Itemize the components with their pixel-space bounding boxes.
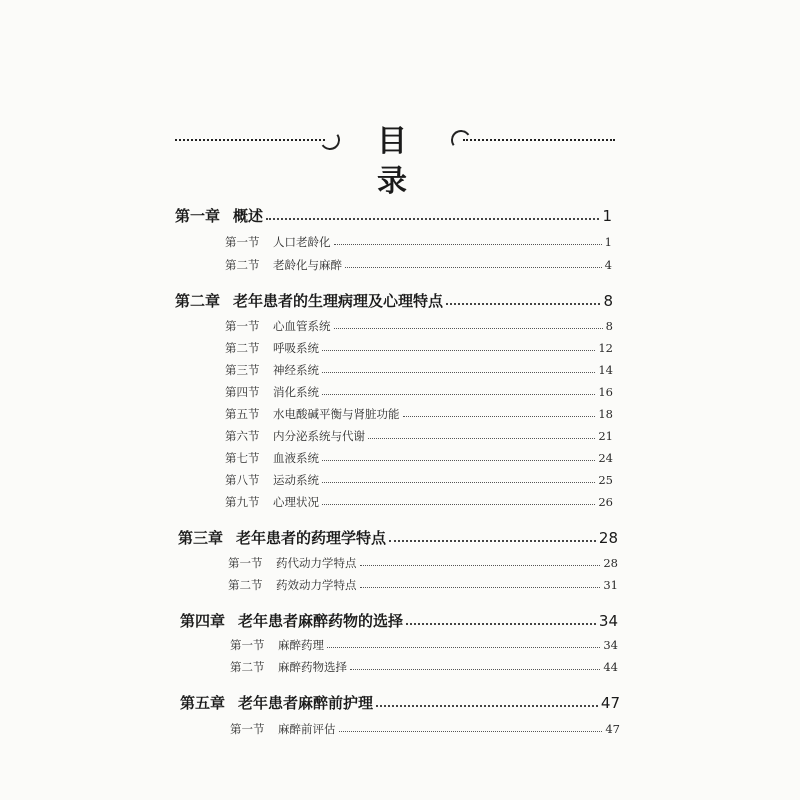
- chapter-entry-leader-dots: [389, 540, 596, 542]
- section-entry-number: 第一节: [225, 319, 260, 333]
- chapter-entry-number: 第二章: [175, 292, 221, 310]
- chapter-entry-title: 概述: [233, 207, 264, 225]
- section-entry[interactable]: [230, 659, 618, 675]
- section-entry[interactable]: [230, 721, 620, 737]
- section-entry-leader-dots: [339, 731, 603, 732]
- chapter-entry[interactable]: [175, 290, 613, 311]
- section-entry-title: 麻醉药理: [278, 638, 324, 652]
- section-entry[interactable]: [225, 428, 613, 444]
- section-entry-leader-dots: [368, 438, 595, 439]
- section-entry[interactable]: [230, 637, 618, 653]
- chapter-entry-number: 第一章: [175, 207, 221, 225]
- section-entry-page-number: 12: [598, 341, 613, 355]
- chapter-entry-number: 第四章: [180, 612, 226, 630]
- section-entry-title: 消化系统: [273, 385, 319, 399]
- section-entry[interactable]: [225, 450, 613, 466]
- section-entry-leader-dots: [360, 587, 601, 588]
- section-entry-title: 心血管系统: [273, 319, 331, 333]
- section-entry-page-number: 8: [605, 319, 613, 333]
- section-entry-title: 神经系统: [273, 363, 319, 377]
- section-entry-number: 第二节: [225, 341, 260, 355]
- section-entry-page-number: 18: [598, 407, 613, 421]
- section-entry-number: 第六节: [225, 429, 260, 443]
- section-entry-page-number: 34: [603, 638, 618, 652]
- section-entry-number: 第二节: [228, 578, 263, 592]
- section-entry-page-number: 14: [598, 363, 613, 377]
- section-entry-leader-dots: [350, 669, 600, 670]
- section-entry-title: 药代动力学特点: [276, 556, 357, 570]
- section-entry-leader-dots: [327, 647, 600, 648]
- section-entry-number: 第二节: [225, 258, 260, 272]
- chapter-entry-page-number: 28: [598, 529, 618, 547]
- chapter-entry-title: 老年患者的生理病理及心理特点: [233, 292, 444, 310]
- section-entry-number: 第一节: [230, 638, 265, 652]
- section-entry-number: 第七节: [225, 451, 260, 465]
- section-entry[interactable]: [228, 577, 618, 593]
- section-entry-title: 心理状况: [273, 495, 319, 509]
- section-entry-title: 血液系统: [273, 451, 319, 465]
- section-entry-page-number: 44: [603, 660, 618, 674]
- chapter-entry-leader-dots: [406, 623, 596, 625]
- chapter-entry-leader-dots: [266, 218, 599, 220]
- section-entry-title: 运动系统: [273, 473, 319, 487]
- section-entry-leader-dots: [322, 504, 595, 505]
- chapter-entry-leader-dots: [376, 705, 598, 707]
- chapter-entry-title: 老年患者麻醉药物的选择: [238, 612, 404, 630]
- section-entry[interactable]: [225, 406, 613, 422]
- section-entry[interactable]: [225, 362, 613, 378]
- section-entry-number: 第一节: [225, 235, 260, 249]
- chapter-entry[interactable]: [180, 610, 618, 631]
- section-entry[interactable]: [225, 234, 612, 250]
- section-entry-leader-dots: [345, 267, 602, 268]
- section-entry-title: 麻醉药物选择: [278, 660, 347, 674]
- section-entry-number: 第九节: [225, 495, 260, 509]
- section-entry-page-number: 24: [598, 451, 613, 465]
- chapter-entry[interactable]: [175, 205, 612, 226]
- section-entry-leader-dots: [322, 372, 595, 373]
- chapter-entry-page-number: 1: [602, 207, 612, 225]
- section-entry-number: 第四节: [225, 385, 260, 399]
- section-entry[interactable]: [225, 494, 613, 510]
- section-entry-title: 药效动力学特点: [276, 578, 357, 592]
- section-entry-leader-dots: [403, 416, 596, 417]
- section-entry-leader-dots: [322, 460, 595, 461]
- section-entry[interactable]: [225, 384, 613, 400]
- section-entry-number: 第一节: [230, 722, 265, 736]
- section-entry-number: 第五节: [225, 407, 260, 421]
- section-entry[interactable]: [225, 257, 612, 273]
- section-entry-number: 第二节: [230, 660, 265, 674]
- chapter-entry-title: 老年患者麻醉前护理: [238, 694, 374, 712]
- chapter-entry-number: 第三章: [178, 529, 224, 547]
- section-entry[interactable]: [225, 318, 613, 334]
- chapter-entry-page-number: 47: [600, 694, 620, 712]
- section-entry-page-number: 25: [598, 473, 613, 487]
- section-entry-leader-dots: [322, 482, 595, 483]
- section-entry-leader-dots: [334, 328, 603, 329]
- section-entry-title: 麻醉前评估: [278, 722, 336, 736]
- section-entry-page-number: 1: [604, 235, 612, 249]
- section-entry-page-number: 26: [598, 495, 613, 509]
- chapter-entry[interactable]: [180, 692, 620, 713]
- section-entry-leader-dots: [322, 394, 595, 395]
- section-entry-title: 人口老龄化: [273, 235, 331, 249]
- chapter-entry-page-number: 34: [598, 612, 618, 630]
- section-entry-title: 内分泌系统与代谢: [273, 429, 365, 443]
- section-entry-leader-dots: [360, 565, 601, 566]
- section-entry-leader-dots: [334, 244, 602, 245]
- section-entry-title: 老龄化与麻醉: [273, 258, 342, 272]
- section-entry-page-number: 21: [598, 429, 613, 443]
- section-entry-page-number: 31: [603, 578, 618, 592]
- section-entry-page-number: 16: [598, 385, 613, 399]
- section-entry-number: 第一节: [228, 556, 263, 570]
- section-entry[interactable]: [228, 555, 618, 571]
- toc-title: 目 录: [377, 124, 431, 199]
- chapter-entry-number: 第五章: [180, 694, 226, 712]
- section-entry[interactable]: [225, 340, 613, 356]
- section-entry-number: 第三节: [225, 363, 260, 377]
- section-entry-page-number: 4: [604, 258, 612, 272]
- chapter-entry-page-number: 8: [603, 292, 613, 310]
- section-entry-page-number: 28: [603, 556, 618, 570]
- section-entry[interactable]: [225, 472, 613, 488]
- section-entry-title: 水电酸碱平衡与肾脏功能: [273, 407, 400, 421]
- chapter-entry[interactable]: [178, 527, 618, 548]
- section-entry-number: 第八节: [225, 473, 260, 487]
- section-entry-page-number: 47: [605, 722, 620, 736]
- section-entry-title: 呼吸系统: [273, 341, 319, 355]
- chapter-entry-leader-dots: [446, 303, 600, 305]
- chapter-entry-title: 老年患者的药理学特点: [236, 529, 387, 547]
- section-entry-leader-dots: [322, 350, 595, 351]
